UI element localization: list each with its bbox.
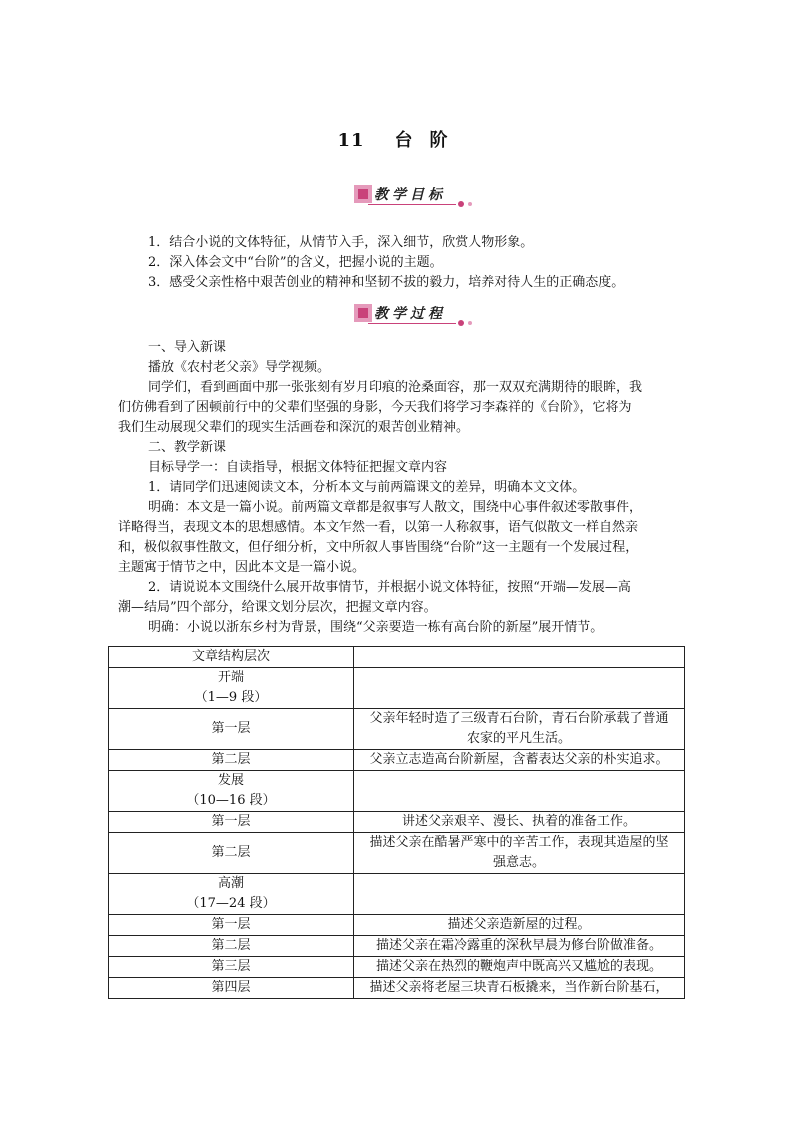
divider — [368, 204, 456, 205]
table-cell — [354, 833, 685, 874]
table-cell: 描述父亲造新屋的过程。 — [354, 915, 685, 936]
dot-icon — [468, 321, 472, 325]
question: 1．请同学们迅速阅读文本，分析本文与前两篇课文的差异，明确本文文体。 — [148, 480, 586, 495]
answer-line: 明确：本文是一篇小说。前两篇文章都是叙事写人散文，围绕中心事件叙述零散事件， — [148, 500, 643, 515]
cell-line: （17—24 段） — [186, 896, 276, 911]
heading-tab-inner-icon — [358, 308, 368, 318]
table-header-cell-empty — [354, 647, 685, 668]
goals-list — [148, 233, 678, 293]
paragraph-line: 我们生动展现父辈们的现实生活画卷和深沉的艰苦创业精神。 — [118, 420, 470, 435]
page-title — [0, 126, 794, 152]
table-cell: 描述父亲在霜冷露重的深秋早晨为修台阶做准备。 — [354, 936, 685, 957]
table-row — [109, 936, 685, 957]
table-row — [109, 874, 685, 915]
answer-line: 和，极似叙事性散文，但仔细分析，文中所叙人事皆围绕“台阶”这一主题有一个发展过程， — [118, 540, 639, 555]
table-row — [109, 915, 685, 936]
section-heading-goals — [354, 183, 466, 207]
dot-icon — [458, 320, 464, 326]
cell-line: 强意志。 — [492, 855, 545, 870]
question-line: 潮—结局”四个部分，给课文划分层次，把握文章内容。 — [118, 600, 437, 615]
table-row — [109, 957, 685, 978]
heading-part2: 二、教学新课 — [148, 440, 227, 455]
title-char-1: 台 — [394, 130, 414, 151]
table-header-cell: 文章结构层次 — [109, 647, 354, 668]
cell-line: 描述父亲在酷暑严寒中的辛苦工作，表现其造屋的坚 — [369, 835, 669, 850]
dot-icon — [458, 201, 464, 207]
paragraph: 同学们，看到画面中那一张张刻有岁月印痕的沧桑面容，那一双双充满期待的眼眸，我 — [148, 380, 643, 395]
lesson-number: 11 — [337, 130, 365, 151]
table-cell: 第二层 — [109, 936, 354, 957]
table-cell: 第一层 — [109, 915, 354, 936]
cell-line: （10—16 段） — [186, 793, 276, 808]
table-cell: 第三层 — [109, 957, 354, 978]
cell-line: 发展 — [217, 773, 244, 788]
divider — [368, 323, 456, 324]
table-cell: 父亲立志造高台阶新屋，含蓄表达父亲的朴实追求。 — [354, 750, 685, 771]
table-cell — [354, 668, 685, 709]
guide-heading: 目标导学一：自读指导，根据文体特征把握文章内容 — [148, 460, 448, 475]
table-cell — [354, 709, 685, 750]
table-cell: 描述父亲在热烈的鞭炮声中既高兴又尴尬的表现。 — [354, 957, 685, 978]
goal-item: 1．结合小说的文体特征，从情节入手，深入细节，欣赏人物形象。 — [148, 235, 534, 250]
structure-table — [108, 646, 685, 999]
table-header-row — [109, 647, 685, 668]
process-body — [118, 338, 688, 638]
answer-line: 明确：小说以浙东乡村为背景，围绕“父亲要造一栋有高台阶的新屋”展开情节。 — [148, 620, 604, 635]
table-cell — [354, 874, 685, 915]
section-heading-process — [354, 302, 466, 326]
table-row — [109, 771, 685, 812]
title-char-2: 阶 — [429, 130, 449, 151]
table-cell — [354, 771, 685, 812]
heading-part1: 一、导入新课 — [148, 340, 227, 355]
section-label: 教学目标 — [374, 187, 446, 203]
goal-item: 2．深入体会文中“台阶”的含义，把握小说的主题。 — [148, 255, 443, 270]
table-cell — [109, 874, 354, 915]
section-label: 教学过程 — [374, 306, 446, 322]
table-row — [109, 709, 685, 750]
table-row — [109, 812, 685, 833]
table-cell: 第二层 — [109, 833, 354, 874]
table-cell: 讲述父亲艰辛、漫长、执着的准备工作。 — [354, 812, 685, 833]
question: 2．请说说本文围绕什么展开故事情节，并根据小说文体特征，按照“开端—发展—高 — [148, 580, 631, 595]
table-row — [109, 833, 685, 874]
heading-tab-inner-icon — [358, 189, 368, 199]
table-cell: 第一层 — [109, 709, 354, 750]
answer-line: 详略得当，表现文本的思想感情。本文乍然一看，以第一人称叙事，语气似散文一样自然亲 — [118, 520, 639, 535]
dot-icon — [468, 202, 472, 206]
cell-line: 父亲年轻时造了三级青石台阶，青石台阶承载了普通 — [369, 711, 669, 726]
cell-line: 高潮 — [217, 876, 244, 891]
cell-line: 开端 — [217, 670, 244, 685]
table-row — [109, 668, 685, 709]
table-row — [109, 750, 685, 771]
table-cell: 第二层 — [109, 750, 354, 771]
table-cell: 第一层 — [109, 812, 354, 833]
table-cell: 描述父亲将老屋三块青石板撬来，当作新台阶基石， — [354, 978, 685, 999]
goal-item: 3．感受父亲性格中艰苦创业的精神和坚韧不拔的毅力，培养对待人生的正确态度。 — [148, 275, 625, 290]
paragraph: 播放《农村老父亲》导学视频。 — [148, 360, 331, 375]
answer-line: 主题寓于情节之中，因此本文是一篇小说。 — [118, 560, 366, 575]
cell-line: 农家的平凡生活。 — [466, 731, 571, 746]
table-row — [109, 978, 685, 999]
paragraph-line: 们仿佛看到了困顿前行中的父辈们坚强的身影，今天我们将学习李森祥的《台阶》，它将为 — [118, 400, 632, 415]
cell-line: （1—9 段） — [194, 690, 268, 705]
table-cell — [109, 668, 354, 709]
table-cell — [109, 771, 354, 812]
table-cell: 第四层 — [109, 978, 354, 999]
